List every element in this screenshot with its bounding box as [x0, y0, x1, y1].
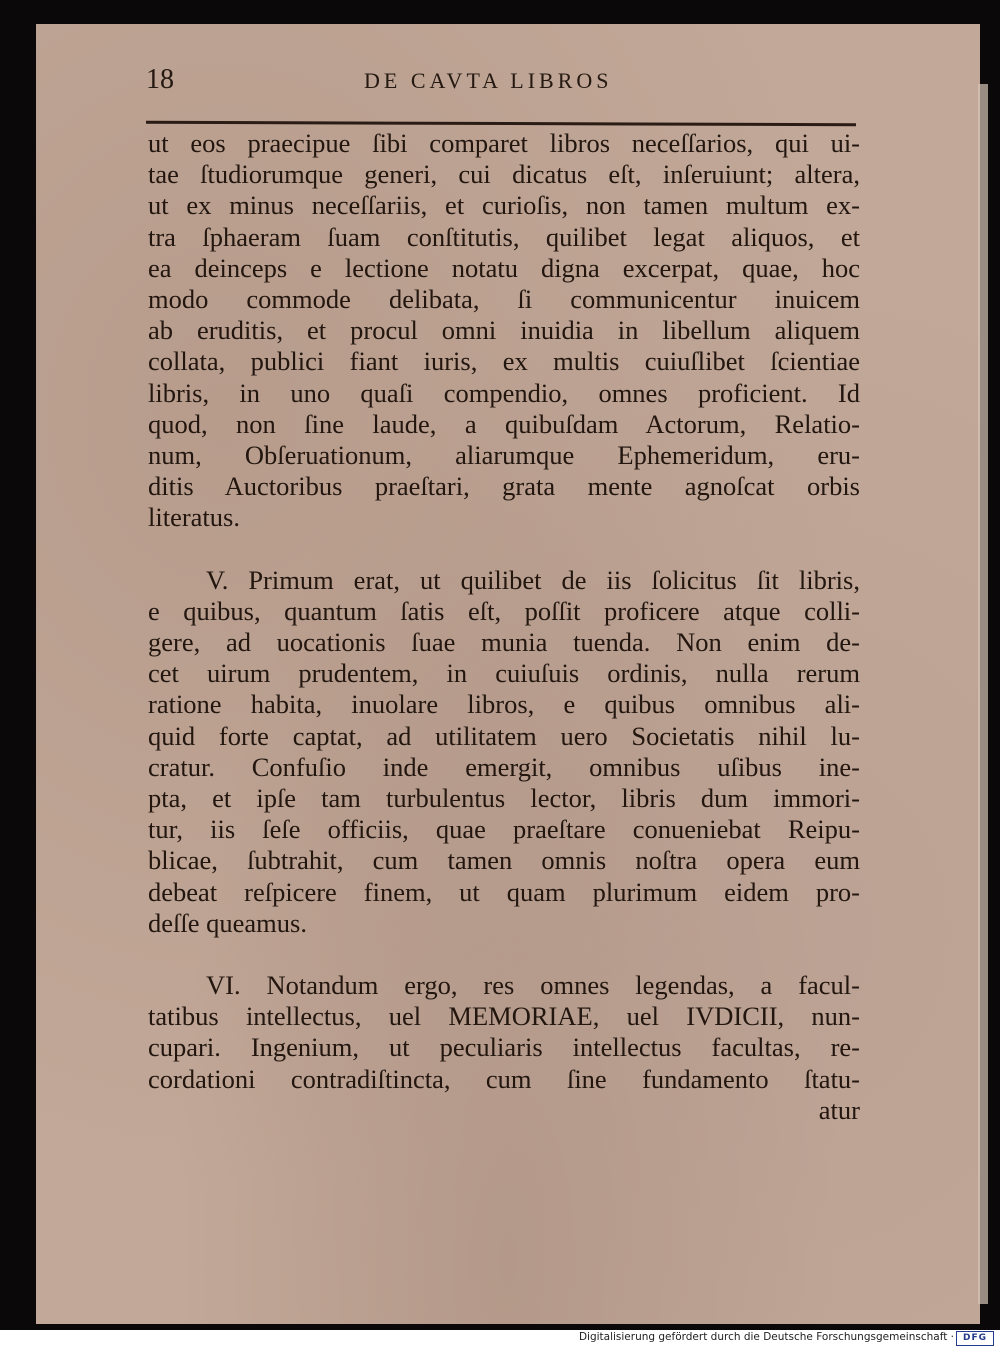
text-line: V. Primum erat, ut quilibet de iis ſolicitus ſit libris, — [206, 564, 860, 595]
text-line: pta, et ipſe tam turbulentus lector, libris dum immori- — [148, 783, 860, 814]
text-line: quod, non ſine laude, a quibuſdam Actorum, Relatio- — [148, 408, 860, 439]
text-line: ditis Auctoribus praeſtari, grata mente agnoſcat orbis — [148, 471, 860, 502]
paragraph-continuation — [148, 128, 860, 534]
text-line: ea deinceps e lectione notatu digna excerpat, quae, hoc — [148, 252, 860, 283]
text-line: gere, ad uocationis ſuae munia tuenda. Non enim de- — [148, 627, 860, 658]
text-line: cet uirum prudentem, in cuiuſuis ordinis, nulla rerum — [148, 658, 860, 689]
text-line: deſſe queamus. — [148, 907, 307, 938]
text-line: debeat reſpicere finem, ut quam plurimum eidem pro- — [148, 876, 860, 907]
paragraph-gap — [148, 534, 860, 565]
paragraph-vi — [148, 970, 860, 1126]
text-line: ratione habita, inuolare libros, e quibus omnibus ali- — [148, 689, 860, 720]
text-line: tra ſphaeram ſuam conſtitutis, quilibet legat aliquos, et — [148, 221, 860, 252]
digitization-credit: Digitalisierung gefördert durch die Deutsche Forschungsgemeinschaft · — [578, 1331, 954, 1343]
text-line: cupari. Ingenium, ut peculiaris intellectus facultas, re- — [148, 1032, 860, 1063]
page-edge — [978, 84, 988, 1304]
text-line: modo commode delibata, ſi communicentur inuicem — [148, 284, 860, 315]
text-line: blicae, ſubtrahit, cum tamen omnis noſtra opera eum — [148, 845, 860, 876]
text-line: ut ex minus neceſſariis, et curioſis, non tamen multum ex- — [148, 190, 860, 221]
paragraph-v — [148, 565, 860, 939]
text-line: cordationi contradiſtincta, cum ſine fundamento ſtatu- — [148, 1063, 860, 1094]
running-head — [146, 64, 846, 104]
text-line: tae ſtudiorumque generi, cui dicatus eſt, inſeruiunt; altera, — [148, 159, 860, 190]
text-line: cratur. Confuſio inde emergit, omnibus uſibus ine- — [148, 751, 860, 782]
text-line: VI. Notandum ergo, res omnes legendas, a facul- — [206, 970, 860, 1001]
running-title: DE CAVTA LIBROS — [364, 68, 613, 93]
catchword: atur — [818, 1094, 860, 1125]
text-line: tatibus intellectus, uel MEMORIAE, uel IVDICII, nun- — [148, 1001, 860, 1032]
body-text — [148, 128, 860, 1126]
text-line: e quibus, quantum ſatis eſt, poſſit proficere atque colli- — [148, 595, 860, 626]
dfg-logo: DFG — [956, 1331, 994, 1346]
text-line: literatus. — [148, 502, 240, 533]
text-line: collata, publici fiant iuris, ex multis cuiuſlibet ſcientiae — [148, 346, 860, 377]
page-number: 18 — [146, 64, 174, 95]
text-line: libris, in uno quaſi compendio, omnes proficient. Id — [148, 377, 860, 408]
text-line: num, Obſeruationum, aliarumque Ephemeridum, eru- — [148, 440, 860, 471]
text-line: tur, iis ſeſe officiis, quae praeſtare conueniebat Reipu- — [148, 814, 860, 845]
paragraph-gap — [148, 939, 860, 970]
text-line: quid forte captat, ad utilitatem uero Societatis nihil lu- — [148, 720, 860, 751]
text-line: ab eruditis, et procul omni inuidia in libellum aliquem — [148, 315, 860, 346]
text-line: ut eos praecipue ſibi comparet libros neceſſarios, qui ui- — [148, 128, 860, 158]
